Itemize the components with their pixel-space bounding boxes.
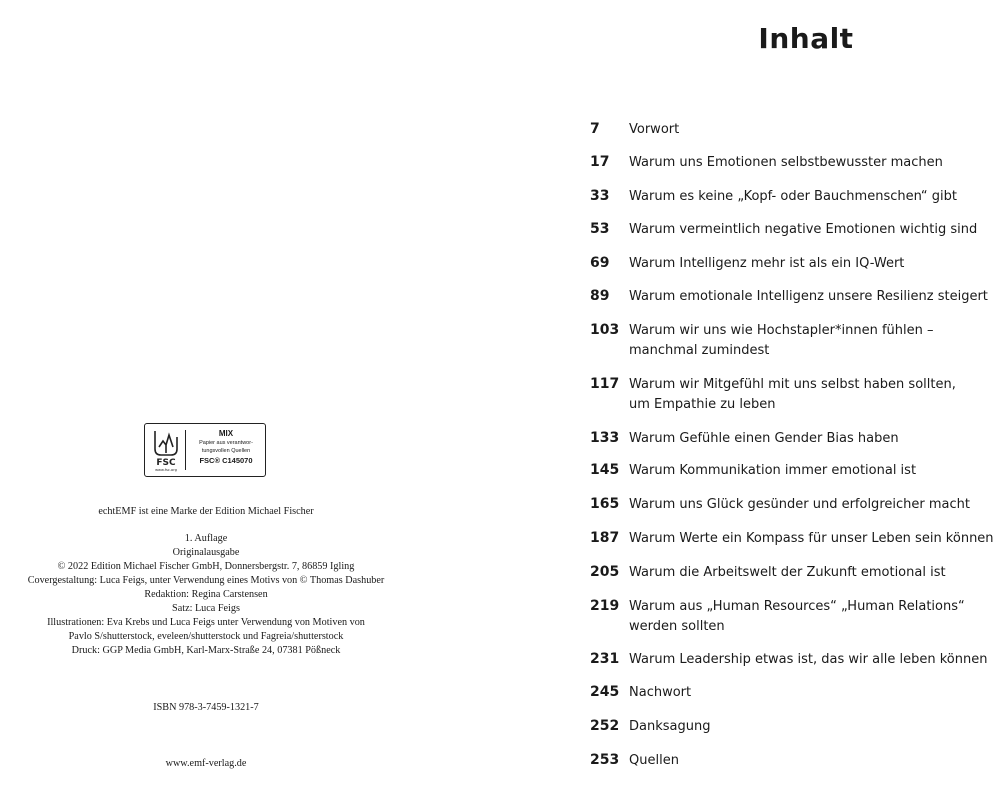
page-title: Inhalt <box>758 22 854 55</box>
fsc-label <box>144 423 266 477</box>
toc-title: Warum Intelligenz mehr ist als ein IQ-Wert <box>629 256 905 271</box>
contents-page <box>560 0 1000 800</box>
fsc-logo-url: www.fsc.org <box>155 468 177 472</box>
toc-page-number: 205 <box>590 564 620 580</box>
toc-title: Warum die Arbeitswelt der Zukunft emotional ist <box>629 565 946 580</box>
imprint-line: Redaktion: Regina Carstensen <box>144 589 268 600</box>
toc-title: Quellen <box>629 753 679 768</box>
toc-page-number: 231 <box>590 651 620 667</box>
toc-title: Warum wir Mitgefühl mit uns selbst haben sollten, um Empathie zu leben <box>629 377 956 412</box>
fsc-mix: MIX <box>218 429 234 438</box>
fsc-logo-letters: FSC <box>156 458 176 468</box>
fsc-divider <box>185 430 186 470</box>
toc-page-number: 69 <box>590 255 610 271</box>
toc-title: Warum vermeintlich negative Emotionen wichtig sind <box>629 222 978 237</box>
toc-title: Warum Werte ein Kompass für unser Leben sein können <box>629 531 994 546</box>
isbn: ISBN 978-3-7459-1321-7 <box>153 702 259 713</box>
toc-title: Warum aus „Human Resources“ „Human Relations“ werden sollten <box>629 599 965 634</box>
toc-title: Warum emotionale Intelligenz unsere Resilienz steigert <box>629 289 988 304</box>
imprint-line: © 2022 Edition Michael Fischer GmbH, Donnersbergstr. 7, 86859 Igling <box>57 561 355 572</box>
toc-page-number: 53 <box>590 221 610 237</box>
fsc-paper-line-2: tungsvollen Quellen <box>201 447 251 454</box>
imprint-line: Illustrationen: Eva Krebs und Luca Feigs unter Verwendung von Motiven von <box>47 617 365 628</box>
imprint-line: Pavlo S/shutterstock, eveleen/shutterstock und Fagreia/shutterstock <box>68 631 344 642</box>
toc-title: Warum Leadership etwas ist, das wir alle leben können <box>629 652 988 667</box>
imprint-details <box>0 532 412 658</box>
toc-title: Warum uns Glück gesünder und erfolgreicher macht <box>629 497 970 512</box>
toc-title: Warum es keine „Kopf- oder Bauchmenschen“ gibt <box>629 189 957 204</box>
toc-page-number: 33 <box>590 188 610 204</box>
toc-page-number: 187 <box>590 530 620 546</box>
toc-page-number: 7 <box>590 121 600 137</box>
toc-page-number: 89 <box>590 288 610 304</box>
toc-page-number: 252 <box>590 718 620 734</box>
toc-page-number: 245 <box>590 684 620 700</box>
toc-title: Danksagung <box>629 719 711 734</box>
imprint-line: Satz: Luca Feigs <box>172 603 240 614</box>
toc-title: Vorwort <box>629 122 680 137</box>
toc-title: Warum Gefühle einen Gender Bias haben <box>629 431 899 446</box>
imprint-line: Covergestaltung: Luca Feigs, unter Verwendung eines Motivs von © Thomas Dashuber <box>27 575 385 586</box>
toc-page-number: 219 <box>590 598 620 614</box>
imprint-page <box>0 0 412 800</box>
toc-title: Warum wir uns wie Hochstapler*innen fühlen – manchmal zumindest <box>629 323 934 358</box>
toc-page-number: 253 <box>590 752 620 768</box>
fsc-code: FSC® C145070 <box>199 456 253 465</box>
brand-line: echtEMF ist eine Marke der Edition Michael Fischer <box>98 506 314 517</box>
toc-page-number: 17 <box>590 154 610 170</box>
toc-title: Warum Kommunikation immer emotional ist <box>629 463 917 478</box>
toc-page-number: 133 <box>590 430 620 446</box>
toc-title: Warum uns Emotionen selbstbewusster machen <box>629 155 943 170</box>
fsc-paper-line-1: Papier aus verantwor- <box>199 440 253 446</box>
imprint-line: Druck: GGP Media GmbH, Karl-Marx-Straße 24, 07381 Pößneck <box>71 645 341 656</box>
toc-page-number: 145 <box>590 462 620 478</box>
fsc-tree-logo-icon <box>149 427 183 473</box>
imprint-line: Originalausgabe <box>172 547 240 558</box>
toc-page-number: 117 <box>590 376 620 392</box>
toc-title: Nachwort <box>629 685 692 700</box>
toc-page-number: 103 <box>590 322 620 338</box>
website: www.emf-verlag.de <box>165 758 247 769</box>
imprint-line: 1. Auflage <box>184 533 228 544</box>
toc-page-number: 165 <box>590 496 620 512</box>
